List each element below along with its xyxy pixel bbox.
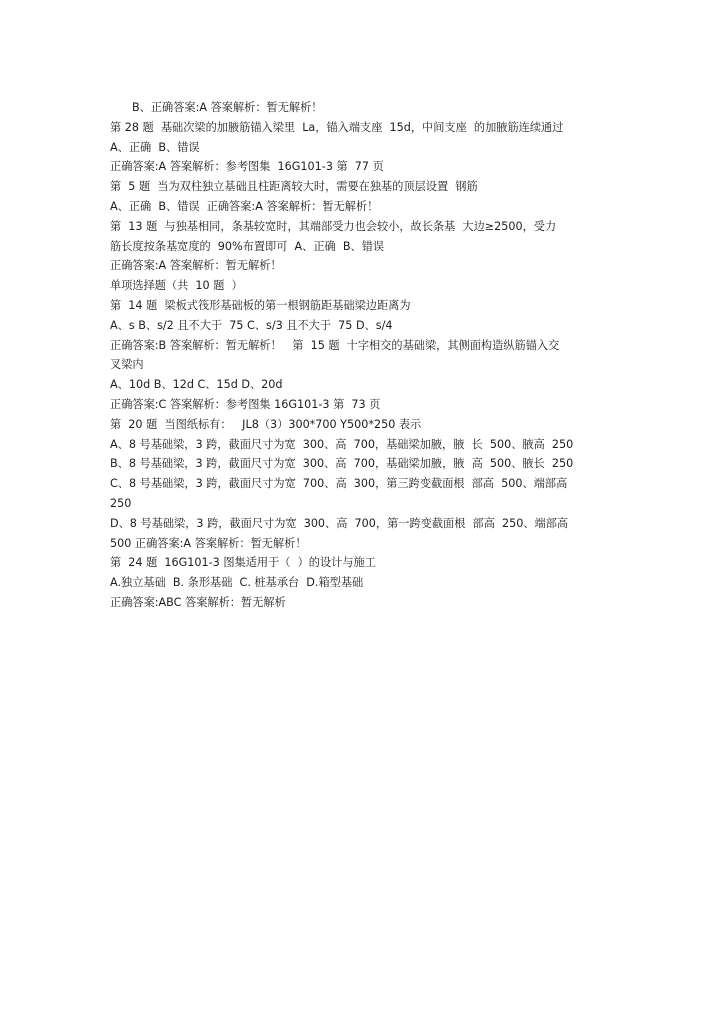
section-heading: 单项选择题（共 10 题 ）: [110, 279, 243, 293]
text-line: B、正确答案:A 答案解析：暂无解析！: [132, 101, 323, 114]
answer-explanation: 500 正确答案:A 答案解析：暂无解析！: [110, 536, 307, 550]
question-heading: 第 24 题 16G101-3 图集适用于（ ）的设计与施工: [110, 556, 376, 570]
question-heading: 第 20 题 当图纸标有： JL8（3）300*700 Y500*250 表示: [110, 417, 422, 431]
answer-explanation: 正确答案:A 答案解析：暂无解析！: [110, 259, 282, 273]
answer-option: A、8 号基础梁，3 跨，截面尺寸为宽 300、高 700，基础梁加腋，腋 长 500、腋高 250: [110, 437, 574, 451]
answer-explanation: 正确答案:C 答案解析：参考图集 16G101-3 第 73 页: [110, 397, 381, 411]
question-heading: 第 5 题 当为双柱独立基础且柱距离较大时，需要在独基的顶层设置 钢筋: [110, 180, 478, 194]
answer-explanation: 正确答案:ABC 答案解析：暂无解析: [110, 595, 286, 609]
answer-options: A、s B、s/2 且不大于 75 C、s/3 且不大于 75 D、s/4: [110, 318, 393, 332]
question-heading: 第 28 题 基础次梁的加腋筋锚入梁里 La，锚入端支座 15d，中间支座 的加腋筋连续通过: [110, 120, 564, 134]
answer-options: A、正确 B、错误: [110, 140, 200, 154]
answer-option: C、8 号基础梁，3 跨，截面尺寸为宽 700、高 300，第三跨变截面根 部高 500、端部高: [110, 477, 568, 491]
text-line: 250: [110, 496, 132, 510]
answer-options: A.独立基础 B. 条形基础 C. 桩基承台 D.箱型基础: [110, 576, 364, 590]
answer-options: A、正确 B、错误 正确答案:A 答案解析：暂无解析！: [110, 199, 379, 213]
answer-option: D、8 号基础梁，3 跨，截面尺寸为宽 300、高 700，第一跨变截面根 部高 250、端部高: [110, 516, 569, 530]
text-line: 叉梁内: [110, 358, 144, 372]
answer-option: B、8 号基础梁，3 跨，截面尺寸为宽 300、高 700，基础梁加腋，腋 高 500、腋长 250: [110, 457, 574, 471]
answer-explanation: 正确答案:A 答案解析：参考图集 16G101-3 第 77 页: [110, 160, 384, 174]
question-heading: 第 13 题 与独基相同，条基较宽时，其端部受力也会较小，故长条基 大边≥2500，受力: [110, 219, 557, 233]
answer-options: A、10d B、12d C、15d D、20d: [110, 378, 283, 392]
question-heading: 第 14 题 梁板式筏形基础板的第一根钢筋距基础梁边距离为: [110, 298, 411, 312]
document-body: [110, 98, 624, 613]
answer-explanation: 正确答案:B 答案解析：暂无解析！ 第 15 题 十字相交的基础梁，其侧面构造纵筋锚入交: [110, 338, 560, 352]
text-line: 筋长度按条基宽度的 90%布置即可 A、正确 B、错误: [110, 239, 385, 253]
